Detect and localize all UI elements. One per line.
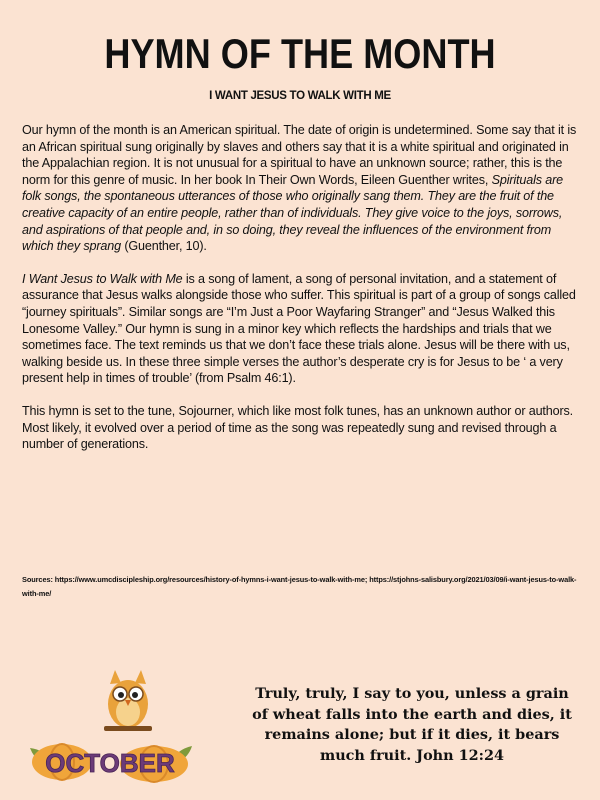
owl-icon xyxy=(104,670,152,731)
paragraph-origin xyxy=(22,122,578,255)
article-body xyxy=(22,122,578,469)
hymn-title-inline: I Want Jesus to Walk with Me xyxy=(22,271,183,286)
paragraph-meaning-text: is a song of lament, a song of personal invitation, and a statement of assurance that Jesus walks alongside those who suffer. This spiritual is part of a group of songs called “journey spirituals”. Similar songs are “I’m Just a Poor Wayfaring Stranger” and “Jesus Walked this Lonesome Valley.” Our hymn is sung in a minor key which reflects the hardships and trials that we sometimes face. The text reminds us that we don’t face these trials alone. Jesus will be there with us, walking beside us. In these three simple verses the author’s desperate cry is for Jesus to be ‘ a very present help in times of trouble’ (from Psalm 46:1). xyxy=(22,271,576,386)
october-owl-pumpkin-illustration xyxy=(18,650,198,790)
page-title: HYMN OF THE MONTH xyxy=(104,30,496,77)
paragraph-tune: This hymn is set to the tune, Sojourner, which like most folk tunes, has an unknown author or authors. Most likely, it evolved over a period of time as the song was repeatedly sung and revised through a number of generations. xyxy=(22,403,574,452)
bible-verse: Truly, truly, I say to you, unless a grain of wheat falls into the earth and dies, it remains alone; but if it dies, it bears much fruit. John 12:24 xyxy=(252,685,572,764)
paragraph-origin-text: Our hymn of the month is an American spiritual. The date of origin is undetermined. Some say that it is an African spiritual sung originally by slaves and others say that it is a white spiritual and originated in the Appalachian region. It is not unusual for a spiritual to have an unknown source; rather, this is the norm for this genre of music. In her book In Their Own Words, Eileen Guenther writes, xyxy=(22,123,577,187)
guenther-quote: Spirituals are folk songs, the spontaneous utterances of those who originally sang them. They are the fruit of the creative capacity of an entire people, rather than of individuals. They give voice to the joys, sorrows, and aspirations of that people and, in so doing, they reveal the influences of the environment from which they sprang xyxy=(22,172,564,254)
guenther-citation: (Guenther, 10). xyxy=(120,239,207,254)
hymn-title: I WANT JESUS TO WALK WITH ME xyxy=(209,90,391,102)
sources-line: Sources: https://www.umcdiscipleship.org/resources/history-of-hymns-i-want-jesus-to-walk-with-me; https://stjohns-salisbury.org/2021/03/09/i-want-jesus-to-walk-with-me/ xyxy=(22,575,577,598)
paragraph-meaning xyxy=(22,271,578,387)
october-label: OCTOBER xyxy=(45,748,175,778)
